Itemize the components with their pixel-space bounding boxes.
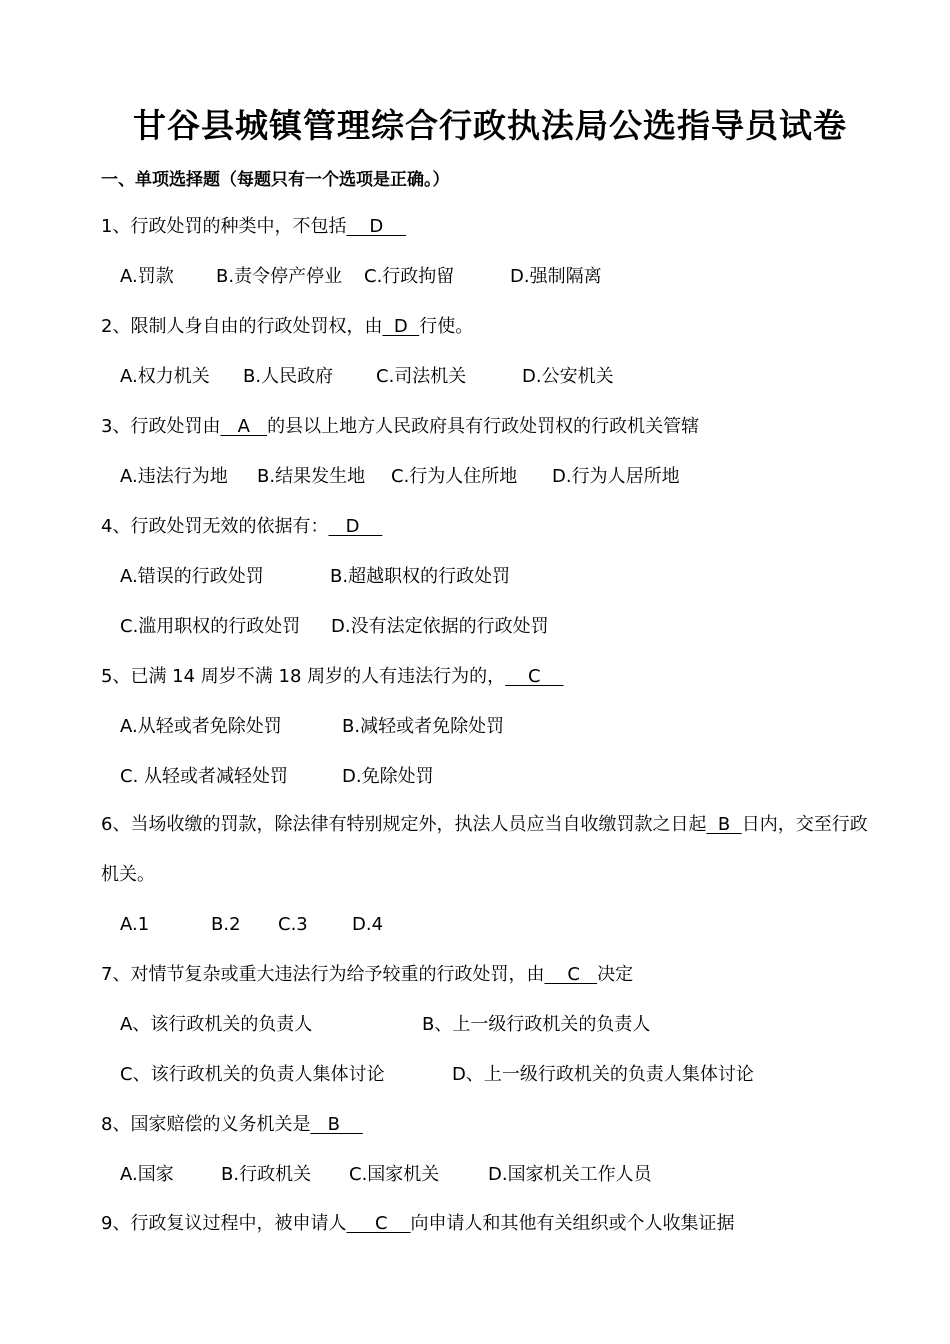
- question-8: [101, 1112, 363, 1138]
- option-a: A.从轻或者免除处罚: [120, 716, 282, 737]
- question-1: [101, 214, 406, 240]
- option-c: C.行政拘留: [364, 266, 455, 287]
- option-a: A.错误的行政处罚: [120, 566, 264, 587]
- question-text-tail: 向申请人和其他有关组织或个人收集证据: [410, 1213, 735, 1234]
- answer-blank: D: [328, 516, 383, 537]
- options-1: [120, 264, 602, 290]
- option-c: C.国家机关: [349, 1164, 440, 1185]
- answer-blank: D: [382, 316, 420, 337]
- option-a: A.1: [120, 914, 150, 935]
- answer-blank: A: [220, 416, 268, 437]
- option-a: A.国家: [120, 1164, 174, 1185]
- page-title: 甘谷县城镇管理综合行政执法局公选指导员试卷: [133, 106, 847, 145]
- question-3: [101, 414, 699, 440]
- question-5: [101, 664, 564, 690]
- option-b: B、上一级行政机关的负责人: [422, 1014, 651, 1035]
- option-d: D.强制隔离: [510, 266, 602, 287]
- options-6: [120, 912, 383, 938]
- answer-blank: D: [346, 216, 407, 237]
- option-a: A、该行政机关的负责人: [120, 1014, 313, 1035]
- options-5-row-2: [120, 764, 434, 790]
- option-a: A.权力机关: [120, 366, 210, 387]
- option-d: D.免除处罚: [342, 766, 434, 787]
- question-6: [101, 800, 881, 900]
- option-b: B.2: [211, 914, 241, 935]
- question-2: [101, 314, 473, 340]
- answer-blank: C: [346, 1213, 411, 1234]
- option-c: C. 从轻或者减轻处罚: [120, 766, 289, 787]
- question-text-tail: 的县以上地方人民政府具有行政处罚权的行政机关管辖: [267, 416, 700, 437]
- answer-blank: B: [706, 814, 742, 835]
- option-d: D.4: [352, 914, 384, 935]
- question-text: 1、行政处罚的种类中，不包括: [101, 216, 347, 237]
- option-b: B.减轻或者免除处罚: [342, 716, 505, 737]
- question-text: 2、限制人身自由的行政处罚权，由: [101, 316, 383, 337]
- option-c: C.滥用职权的行政处罚: [120, 616, 301, 637]
- options-8: [120, 1162, 652, 1188]
- option-b: B.人民政府: [243, 366, 334, 387]
- option-d: D.公安机关: [522, 366, 614, 387]
- question-9: [101, 1211, 735, 1237]
- option-d: D、上一级行政机关的负责人集体讨论: [452, 1064, 754, 1085]
- answer-blank: B: [310, 1114, 363, 1135]
- option-b: B.超越职权的行政处罚: [330, 566, 511, 587]
- option-b: B.行政机关: [221, 1164, 312, 1185]
- answer-blank: C: [505, 666, 564, 687]
- question-text: 4、行政处罚无效的依据有：: [101, 516, 329, 537]
- option-c: C、该行政机关的负责人集体讨论: [120, 1064, 385, 1085]
- options-2: [120, 364, 614, 390]
- question-text-tail: 决定: [597, 964, 634, 985]
- option-d: D.国家机关工作人员: [488, 1164, 652, 1185]
- question-text: 9、行政复议过程中，被申请人: [101, 1213, 347, 1234]
- option-b: B.结果发生地: [257, 466, 366, 487]
- option-c: C.3: [278, 914, 308, 935]
- answer-blank: C: [544, 964, 598, 985]
- option-c: C.行为人住所地: [391, 466, 518, 487]
- section-heading: 一、单项选择题（每题只有一个选项是正确。）: [101, 170, 450, 190]
- option-b: B.责令停产停业: [216, 266, 343, 287]
- question-text: 3、行政处罚由: [101, 416, 221, 437]
- question-text: 7、对情节复杂或重大违法行为给予较重的行政处罚，由: [101, 964, 545, 985]
- option-a: A.违法行为地: [120, 466, 228, 487]
- question-4: [101, 514, 382, 540]
- options-3: [120, 464, 680, 490]
- option-d: D.行为人居所地: [552, 466, 680, 487]
- options-7-row-2: [120, 1062, 754, 1088]
- question-text-tail: 日内，交至行政机关。: [101, 814, 868, 885]
- question-text: 5、已满 14 周岁不满 18 周岁的人有违法行为的，: [101, 666, 506, 687]
- option-a: A.罚款: [120, 266, 174, 287]
- option-d: D.没有法定依据的行政处罚: [331, 616, 549, 637]
- question-text: 6、当场收缴的罚款，除法律有特别规定外，执法人员应当自收缴罚款之日起: [101, 814, 707, 835]
- question-7: [101, 962, 633, 988]
- options-5-row-1: [120, 714, 504, 740]
- option-c: C.司法机关: [376, 366, 467, 387]
- options-4-row-1: [120, 564, 510, 590]
- question-text-tail: 行使。: [419, 316, 474, 337]
- question-text: 8、国家赔偿的义务机关是: [101, 1114, 311, 1135]
- options-7-row-1: [120, 1012, 650, 1038]
- options-4-row-2: [120, 614, 549, 640]
